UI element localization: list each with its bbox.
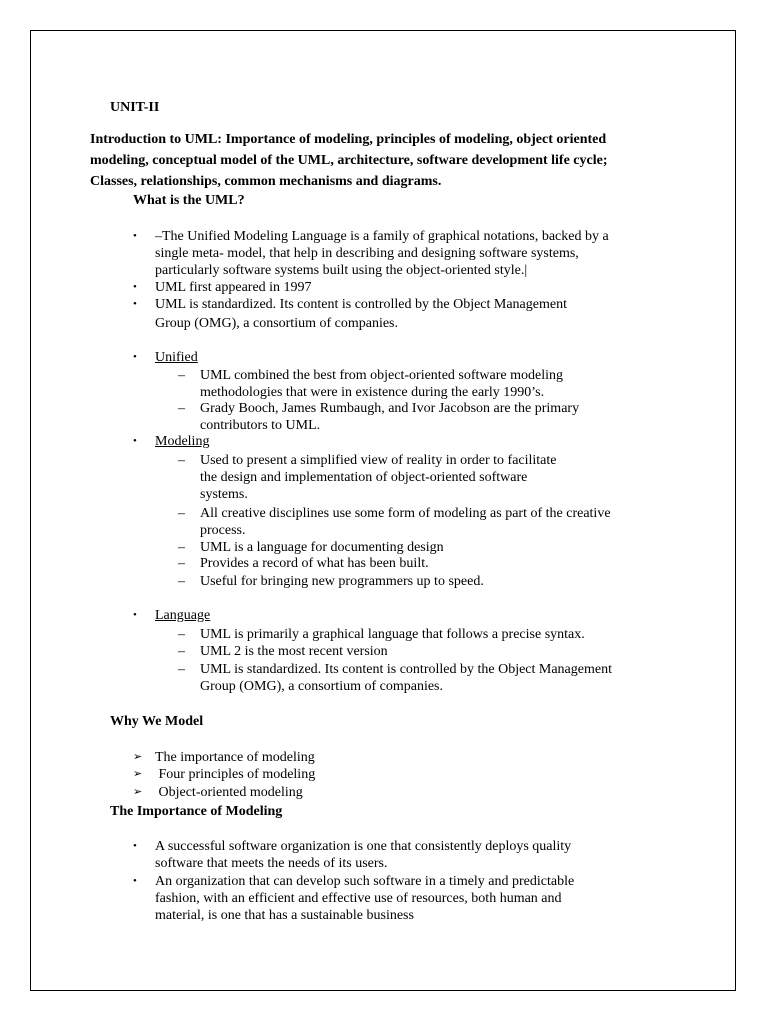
unit-heading: UNIT-II (110, 100, 160, 115)
intro-line-1: Introduction to UML: Importance of modeling, principles of modeling, object oriented (90, 132, 607, 147)
list-item: contributors to UML. (200, 418, 321, 433)
list-item: material, is one that has a sustainable business (155, 908, 414, 923)
list-item: UML is standardized. Its content is controlled by the Object Management (155, 297, 567, 312)
list-item: UML combined the best from object-oriented software modeling (200, 368, 563, 383)
list-item: Four principles of modeling (155, 767, 316, 782)
list-item: Used to present a simplified view of reality in order to facilitate (200, 453, 557, 468)
list-item: process. (200, 523, 246, 538)
list-item: Group (OMG), a consortium of companies. (200, 679, 444, 694)
language-label: Language (155, 608, 211, 623)
list-item: UML is standardized. Its content is controlled by the Object Management (200, 662, 612, 677)
list-item: UML is a language for documenting design (200, 540, 444, 555)
list-item: Provides a record of what has been built. (200, 556, 429, 571)
bullet-icon: • (133, 435, 137, 447)
list-item: UML is primarily a graphical language that follows a precise syntax. (200, 627, 585, 642)
bullet-icon: • (133, 840, 137, 852)
list-item: The importance of modeling (155, 750, 315, 765)
list-item: A successful software organization is one that consistently deploys quality (155, 839, 572, 854)
list-item: Useful for bringing new programmers up to speed. (200, 574, 484, 589)
importance-heading: The Importance of Modeling (110, 804, 283, 819)
dash-icon: – (178, 662, 185, 677)
list-item: All creative disciplines use some form of modeling as part of the creative (200, 506, 611, 521)
list-item: An organization that can develop such software in a timely and predictable (155, 874, 575, 889)
list-item: Object-oriented modeling (155, 785, 303, 800)
what-is-uml-heading: What is the UML? (133, 193, 245, 208)
why-we-model-heading: Why We Model (110, 714, 204, 729)
bullet-icon: • (133, 298, 137, 310)
list-item: Group (OMG), a consortium of companies. (155, 316, 399, 331)
list-item: Grady Booch, James Rumbaugh, and Ivor Jacobson are the primary (200, 401, 580, 416)
list-item: systems. (200, 487, 248, 502)
dash-icon: – (178, 556, 185, 571)
dash-icon: – (178, 644, 185, 659)
list-item: software that meets the needs of its users. (155, 856, 388, 871)
list-item: fashion, with an efficient and effective use of resources, both human and (155, 891, 562, 906)
bullet-icon: • (133, 609, 137, 621)
list-item: methodologies that were in existence during the early 1990’s. (200, 385, 545, 400)
dash-icon: – (178, 453, 185, 468)
list-item: particularly software systems built using the object-oriented style.| (155, 263, 528, 278)
bullet-icon: • (133, 281, 137, 293)
intro-line-3: Classes, relationships, common mechanisms and diagrams. (90, 174, 442, 189)
list-item: the design and implementation of object-oriented software (200, 470, 528, 485)
dash-icon: – (178, 506, 185, 521)
dash-icon: – (178, 368, 185, 383)
arrow-bullet-icon: ➢ (133, 751, 143, 763)
dash-icon: – (178, 540, 185, 555)
arrow-bullet-icon: ➢ (133, 786, 143, 798)
bullet-icon: • (133, 875, 137, 887)
list-item: single meta- model, that help in describing and designing software systems, (155, 246, 579, 261)
intro-line-2: modeling, conceptual model of the UML, architecture, software development life cycle; (90, 153, 608, 168)
bullet-icon: • (133, 351, 137, 363)
unified-label: Unified (155, 350, 198, 365)
modeling-label: Modeling (155, 434, 210, 449)
list-item: UML 2 is the most recent version (200, 644, 388, 659)
dash-icon: – (178, 401, 185, 416)
arrow-bullet-icon: ➢ (133, 768, 143, 780)
list-item: UML first appeared in 1997 (155, 280, 312, 295)
bullet-icon: • (133, 230, 137, 242)
list-item: –The Unified Modeling Language is a family of graphical notations, backed by a (155, 229, 609, 244)
dash-icon: – (178, 574, 185, 589)
dash-icon: – (178, 627, 185, 642)
